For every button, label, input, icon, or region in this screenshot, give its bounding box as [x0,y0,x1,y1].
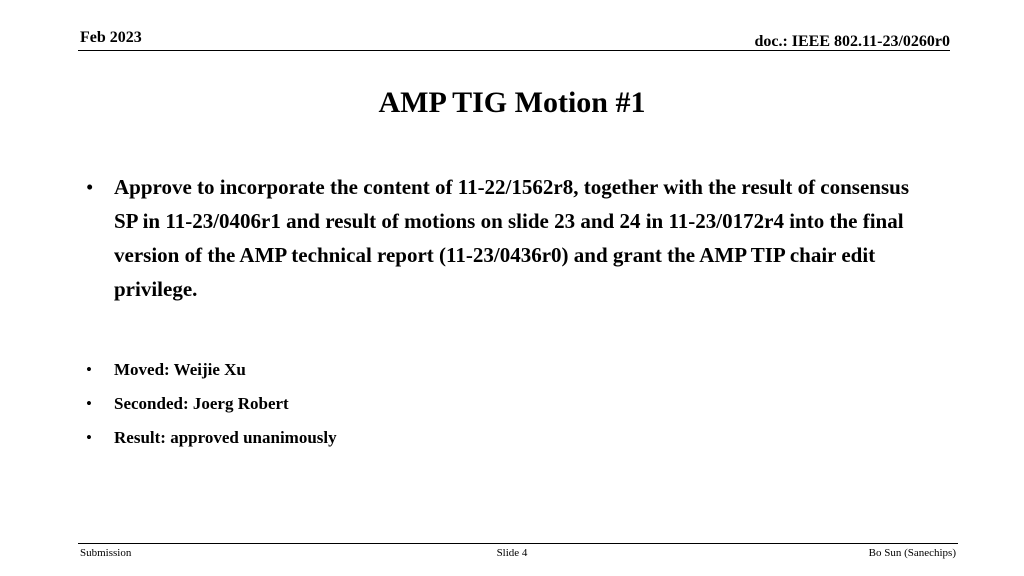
motion-result: Result: approved unanimously [114,428,337,447]
list-item [86,353,686,387]
bullet-icon: • [86,394,92,413]
motion-bullet-row [86,170,926,306]
footer-slide-number: Slide 4 [496,547,528,559]
footer-submission: Submission [80,547,132,559]
motion-details-list [86,353,686,455]
motion-text: Approve to incorporate the content of 11-22/1562r8, together with the result of consensus SP in 11-23/0406r1 and result of motions on slide 23 and 24 in 11-23/0172r4 into the final version of the AMP technical report (11-23/0436r0) and grant the AMP TIP chair edit privilege. [114,175,910,301]
header-divider [78,50,950,51]
bullet-icon: • [86,175,94,199]
list-item [86,421,686,455]
list-item [86,387,686,421]
header-date: Feb 2023 [80,29,142,46]
bullet-icon: • [86,428,92,447]
bullet-icon: • [86,360,92,379]
moved-by: Moved: Weijie Xu [114,360,246,379]
slide-title: AMP TIG Motion #1 [378,86,646,119]
header-doc-id: doc.: IEEE 802.11-23/0260r0 [754,33,950,50]
footer-author: Bo Sun (Sanechips) [868,547,956,559]
motion-bullet [86,170,926,306]
footer-divider [78,543,958,544]
seconded-by: Seconded: Joerg Robert [114,394,289,413]
